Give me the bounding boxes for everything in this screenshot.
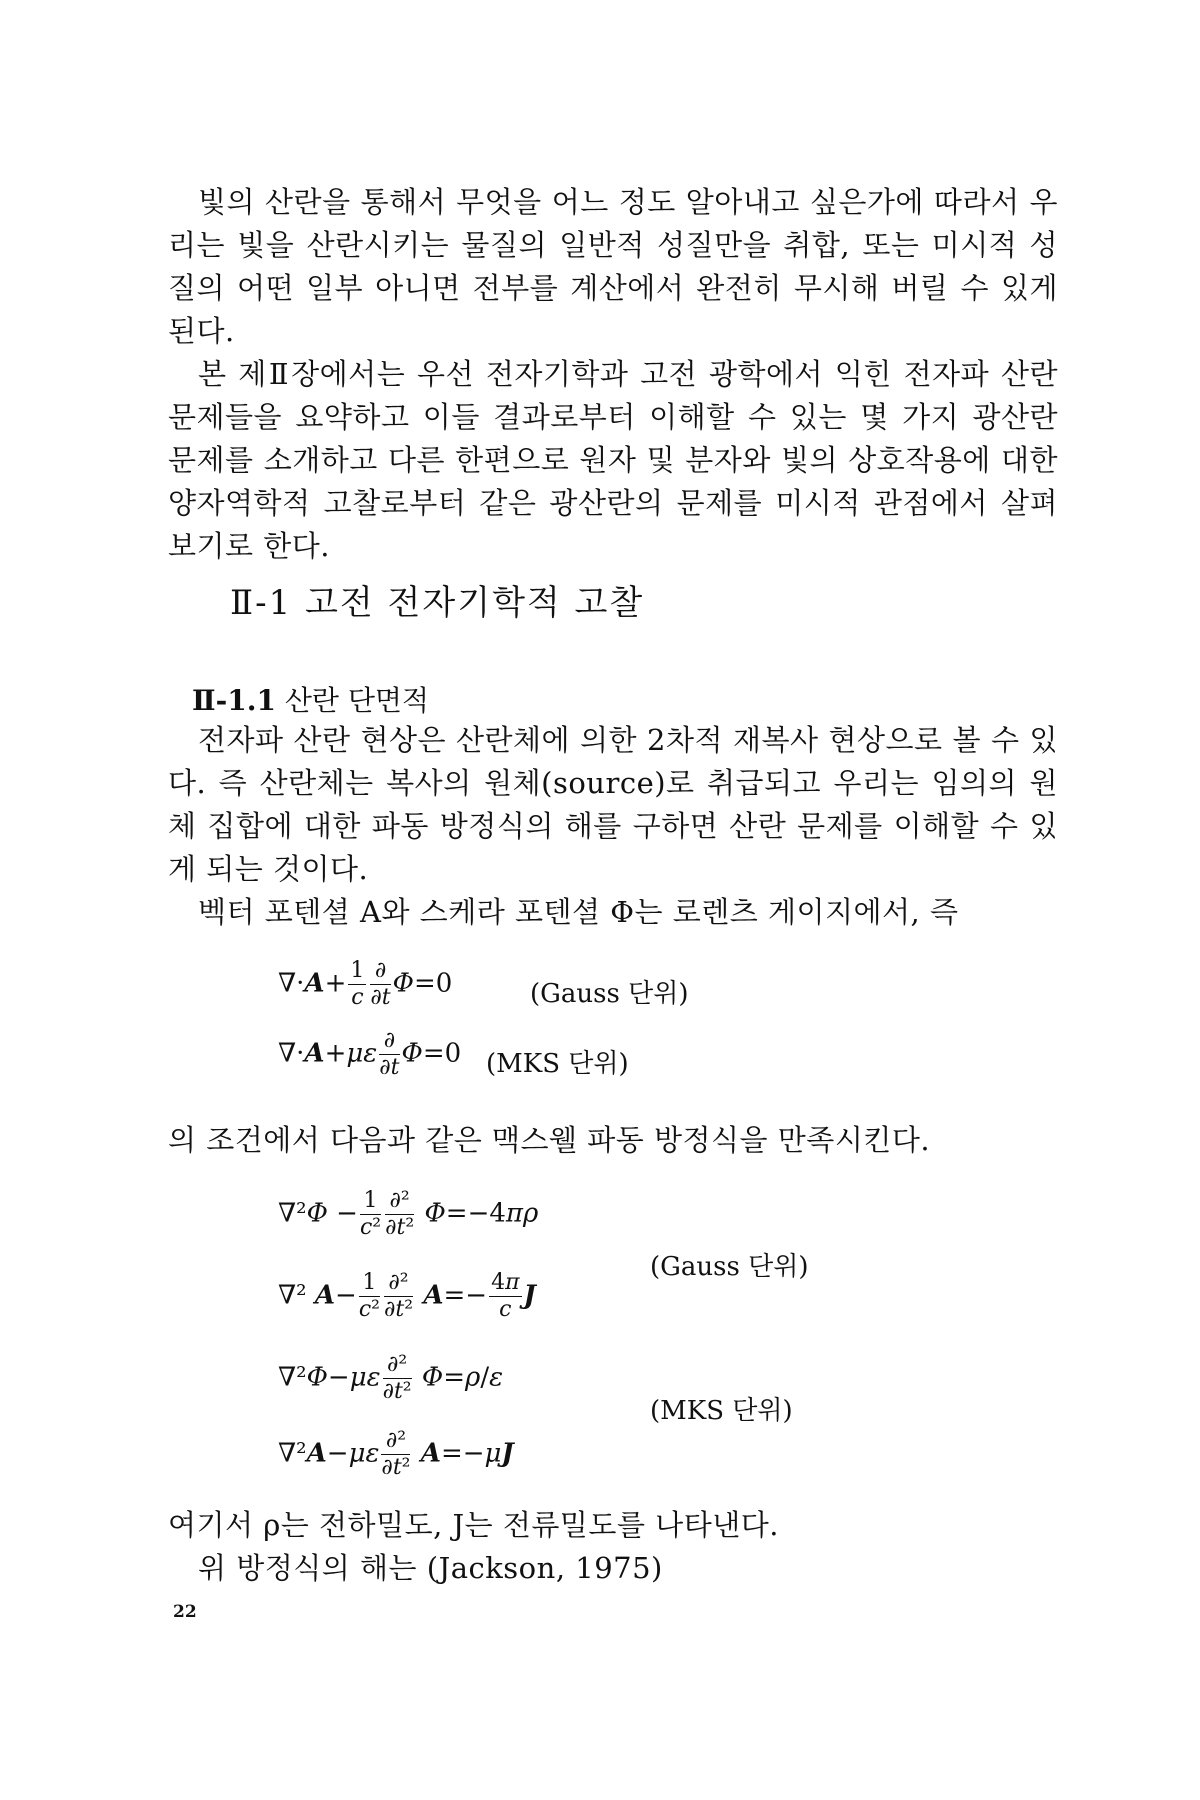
scattering-text bbox=[168, 719, 1058, 934]
paragraph-7: 위 방정식의 해는 (Jackson, 1975) bbox=[198, 1551, 663, 1585]
equation-lorenz-mks: ∇·A+με $\frac{\partial}{\partial t}$ Φ=0 bbox=[278, 1028, 462, 1080]
equation-wave-a-mks: ∇²A−με $\frac{\text{∂²}}{\text{∂t²}}$ A=−μJ bbox=[278, 1428, 514, 1480]
equation-wave-phi-mks: ∇²Φ−με $\frac{\text{∂²}}{\text{∂t²}}$ Φ=ρ/ε bbox=[278, 1352, 504, 1404]
equation-lorenz-gauss: ∇·A+ $\frac{1}{c}$ $\frac{\partial}{\partial t}$ Φ=0 bbox=[278, 958, 453, 1010]
section-title: Ⅱ-1 고전 전자기학적 고찰 bbox=[230, 583, 645, 623]
equation-wave-a-gauss: ∇² A− $\frac{1}{\text{c²}}$ $\frac{\text{∂²}}{\text{∂t²}}$ A=− $\frac{4\pi}{c}$ J bbox=[278, 1270, 536, 1322]
page-number: 22 bbox=[173, 1602, 197, 1622]
subsection-title bbox=[192, 679, 429, 719]
condition-text bbox=[168, 1119, 1058, 1162]
closing-text bbox=[168, 1504, 1058, 1590]
paragraph-4: 벡터 포텐셜 A와 스케라 포텐셜 Φ는 로렌츠 게이지에서, 즉 bbox=[198, 895, 959, 929]
unit-label-gauss-1: (Gauss 단위) bbox=[530, 979, 689, 1009]
paragraph-6: 여기서 ρ는 전하밀도, J는 전류밀도를 나타낸다. bbox=[168, 1508, 779, 1542]
paragraph-3: 전자파 산란 현상은 산란체에 의한 2차적 재복사 현상으로 볼 수 있다. 즉 산란체는 복사의 원체(source)로 취급되고 우리는 임의의 원체 집합에 대한 파동 방정식의 해를 구하면 산란 문제를 이해할 수 있게 되는 것이다. bbox=[168, 723, 1058, 886]
paragraph-2: 본 제Ⅱ장에서는 우선 전자기학과 고전 광학에서 익힌 전자파 산란 문제들을 요약하고 이들 결과로부터 이해할 수 있는 몇 가지 광산란 문제를 소개하고 다른 한편으로 원자 및 분자와 빛의 상호작용에 대한 양자역학적 고찰로부터 같은 광산란의 문제를 미시적 관점에서 살펴보기로 한다. bbox=[168, 357, 1058, 563]
unit-label-gauss-2: (Gauss 단위) bbox=[650, 1252, 809, 1282]
unit-label-mks-1: (MKS 단위) bbox=[486, 1049, 629, 1079]
equation-wave-phi-gauss: ∇²Φ − $\frac{1}{\text{c²}}$ $\frac{\text{∂²}}{\text{∂t²}}$ Φ=−4πρ bbox=[278, 1188, 539, 1240]
subsection-label: 산란 단면적 bbox=[284, 684, 429, 717]
subsection-number: Ⅱ-1.1 bbox=[192, 684, 276, 717]
paragraph-5: 의 조건에서 다음과 같은 맥스웰 파동 방정식을 만족시킨다. bbox=[168, 1123, 931, 1157]
unit-label-mks-2: (MKS 단위) bbox=[650, 1396, 793, 1426]
paragraph-1: 빛의 산란을 통해서 무엇을 어느 정도 알아내고 싶은가에 따라서 우리는 빛을 산란시키는 물질의 일반적 성질만을 취합, 또는 미시적 성질의 어떤 일부 아니면 전부를 계산에서 완전히 무시해 버릴 수 있게 된다. bbox=[168, 185, 1058, 348]
intro-text bbox=[168, 181, 1058, 568]
